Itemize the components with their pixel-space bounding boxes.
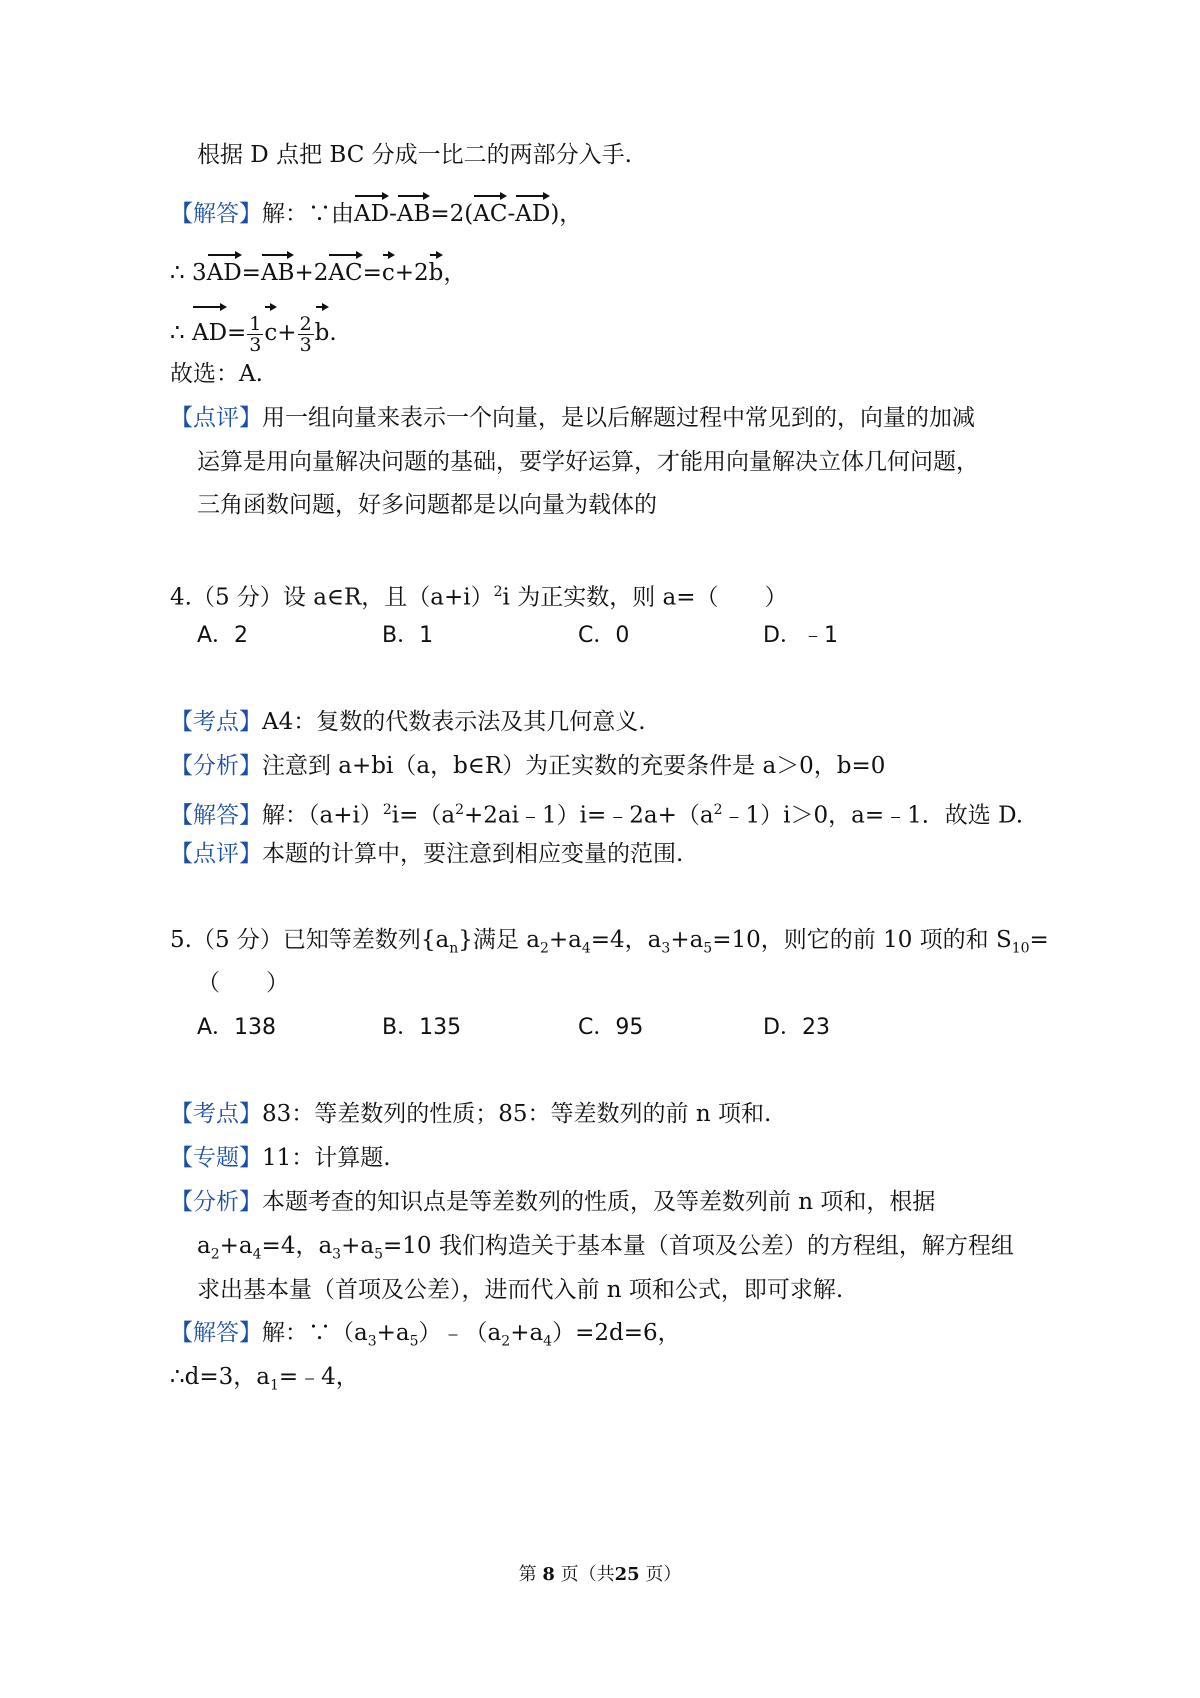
fenxi-tag: 【分析】 <box>170 1189 262 1215</box>
sup: 2 <box>455 802 465 818</box>
sub: 3 <box>661 940 671 957</box>
hint-text: 根据 D 点把 BC 分成一比二的两部分入手. <box>197 142 632 168</box>
fenxi-text-3: 求出基本量（首项及公差），进而代入前 n 项和公式，即可求解. <box>197 1277 844 1303</box>
q4-option-d: D．﹣1 <box>763 623 838 648</box>
sub: 3 <box>367 1333 377 1350</box>
q4-dianping <box>170 839 683 869</box>
footer-page-number: 8 <box>542 1564 555 1585</box>
review-text-3: 三角函数问题，好多问题都是以向量为载体的 <box>197 492 657 518</box>
jieda-a: 解：（a+i） <box>262 802 383 829</box>
q4-option-a: A．2 <box>197 623 249 648</box>
vector-c: c <box>382 252 395 288</box>
review-line-3 <box>197 490 657 520</box>
q5-stem-g: = <box>1029 927 1049 953</box>
close-paren: )， <box>550 201 583 227</box>
q4-jieda <box>170 795 1023 831</box>
answer-lead: 解：∵由 <box>262 201 354 227</box>
q5-option-b: B．135 <box>382 1015 462 1040</box>
sub: n <box>449 940 459 957</box>
review-line-2 <box>197 447 979 477</box>
numerator: 2 <box>299 312 312 335</box>
vector-AC: AC <box>328 252 362 288</box>
sub: 3 <box>332 1246 342 1263</box>
footer-total-pages: 25 <box>614 1564 640 1585</box>
jieda-d: ﹣1）i＞0，a=﹣1．故选 D. <box>722 802 1024 829</box>
q5-stem-e: +a <box>670 927 704 953</box>
sub: 2 <box>539 940 549 957</box>
sub: 2 <box>501 1333 511 1350</box>
therefore-line-2 <box>170 304 337 356</box>
fenxi-a: a <box>197 1233 211 1259</box>
q5-stem-f: =10，则它的前 10 项的和 S <box>712 927 1012 953</box>
footer-mid: 页（共 <box>560 1564 615 1585</box>
answer-line-1 <box>170 193 582 229</box>
vector-AD: AD <box>515 193 550 229</box>
q4-stem-b: i 为正实数，则 a=（ ） <box>502 584 788 611</box>
q5-stem-paren <box>197 968 289 998</box>
q5-paren: （ ） <box>197 970 289 996</box>
denominator: 3 <box>249 333 262 356</box>
fenxi-b: +a <box>219 1233 253 1259</box>
jieda-tag: 【解答】 <box>170 802 262 829</box>
sub: 5 <box>374 1246 383 1263</box>
kaodian-text: 83：等差数列的性质；85：等差数列的前 n 项和. <box>262 1101 772 1127</box>
therefore-line-1 <box>170 252 466 288</box>
page-footer <box>0 1560 1200 1586</box>
vector-AD: AD <box>354 193 389 229</box>
period: . <box>329 320 337 346</box>
kaodian-tag: 【考点】 <box>170 1101 262 1127</box>
comma: ， <box>443 260 467 286</box>
choice-line <box>170 359 263 389</box>
sub: 5 <box>703 940 713 957</box>
kaodian-text: A4：复数的代数表示法及其几何意义. <box>262 709 646 735</box>
plus-sign: + <box>277 320 297 346</box>
q5-stem <box>170 925 1049 964</box>
zhuanti-text: 11：计算题. <box>262 1145 391 1171</box>
q4-option-b: B．1 <box>382 623 434 648</box>
hint-line <box>197 140 632 170</box>
jieda-b: +a <box>376 1320 410 1346</box>
equals-sign: = <box>362 260 382 286</box>
sup: 2 <box>713 802 723 818</box>
denominator: 3 <box>299 333 312 356</box>
fenxi-e: =10 我们构造关于基本量（首项及公差）的方程组，解方程组 <box>383 1233 1014 1259</box>
jieda-a: 解：∵（a <box>262 1320 368 1346</box>
review-tag: 【点评】 <box>170 405 262 431</box>
vector-AB: AB <box>261 252 295 288</box>
q5-fenxi-1 <box>170 1187 935 1217</box>
jieda-d: +a <box>510 1320 544 1346</box>
q5-zhuanti <box>170 1143 391 1173</box>
kaodian-tag: 【考点】 <box>170 709 262 735</box>
jieda-c: +2ai﹣1）i=﹣2a+（a <box>464 802 714 829</box>
zhuanti-tag: 【专题】 <box>170 1145 262 1171</box>
q4-fenxi <box>170 751 885 781</box>
q5-option-a: A．138 <box>197 1015 277 1040</box>
q5-fenxi-2 <box>197 1231 1014 1270</box>
fenxi-d: +a <box>341 1233 375 1259</box>
q4-kaodian <box>170 707 646 737</box>
vector-AD: AD <box>207 252 242 288</box>
equals-sign: = <box>241 260 261 286</box>
equals-two: =2( <box>430 201 474 227</box>
last-a: ∴d=3，a <box>170 1364 270 1390</box>
fraction-one-third <box>247 314 263 355</box>
answer-tag: 【解答】 <box>170 201 262 227</box>
minus-sign: - <box>507 201 516 227</box>
sub: 4 <box>581 940 591 957</box>
vector-c: c <box>264 304 277 356</box>
review-text-1: 用一组向量来表示一个向量，是以后解题过程中常见到的，向量的加减 <box>262 405 975 431</box>
vector-AD: AD <box>192 304 227 356</box>
vector-b: b <box>315 304 330 356</box>
therefore-symbol: ∴ <box>170 260 185 286</box>
q4-stem-a: 4.（5 分）设 a∈R，且（a+i） <box>170 584 494 611</box>
equals-sign: = <box>227 320 247 346</box>
q5-kaodian <box>170 1099 771 1129</box>
review-text-2: 运算是用向量解决问题的基础，要学好运算，才能用向量解决立体几何问题， <box>197 449 979 475</box>
jieda-e: ）=2d=6， <box>552 1320 681 1346</box>
fenxi-text: 注意到 a+bi（a，b∈R）为正实数的充要条件是 a＞0，b=0 <box>262 753 886 779</box>
fenxi-tag: 【分析】 <box>170 753 262 779</box>
dianping-tag: 【点评】 <box>170 841 262 867</box>
q5-option-d: D．23 <box>763 1015 830 1040</box>
minus-sign: - <box>389 201 397 227</box>
plus-two: +2 <box>394 260 429 286</box>
sub: 4 <box>252 1246 262 1263</box>
sub: 10 <box>1011 940 1030 957</box>
q5-fenxi-3 <box>197 1275 843 1305</box>
numerator: 1 <box>249 312 262 335</box>
footer-pre: 第 <box>518 1564 537 1585</box>
q5-jieda <box>170 1318 681 1357</box>
jieda-b: i=（a <box>391 802 456 829</box>
coef-three: 3 <box>191 260 207 286</box>
q5-stem-a: 5.（5 分）已知等差数列{a <box>170 927 450 953</box>
sub: 1 <box>269 1377 279 1394</box>
dianping-text: 本题的计算中，要注意到相应变量的范围. <box>262 841 684 867</box>
jieda-tag: 【解答】 <box>170 1320 262 1346</box>
sub: 2 <box>210 1246 220 1263</box>
q5-stem-c: +a <box>548 927 582 953</box>
plus-two: +2 <box>294 260 329 286</box>
sup: 2 <box>382 802 392 818</box>
therefore-symbol: ∴ <box>170 320 185 346</box>
sub: 4 <box>543 1333 553 1350</box>
vector-b: b <box>429 252 444 288</box>
fraction-two-thirds <box>298 314 314 355</box>
review-line-1 <box>170 403 975 433</box>
q5-last-line <box>170 1362 359 1401</box>
fenxi-c: =4，a <box>261 1233 333 1259</box>
jieda-c: ）﹣（a <box>418 1320 502 1346</box>
sub: 5 <box>409 1333 419 1350</box>
last-b: =﹣4， <box>278 1364 359 1390</box>
vector-AB: AB <box>397 193 431 229</box>
fenxi-text-1: 本题考查的知识点是等差数列的性质，及等差数列前 n 项和，根据 <box>262 1189 936 1215</box>
choice-text: 故选：A. <box>170 361 263 387</box>
q4-stem <box>170 577 788 613</box>
q4-sup: 2 <box>493 584 503 600</box>
q4-option-c: C．0 <box>578 623 630 648</box>
q5-option-c: C．95 <box>578 1015 644 1040</box>
q5-stem-d: =4，a <box>590 927 662 953</box>
footer-post: 页） <box>645 1564 682 1585</box>
vector-AC: AC <box>473 193 507 229</box>
q5-stem-b: }满足 a <box>458 927 540 953</box>
